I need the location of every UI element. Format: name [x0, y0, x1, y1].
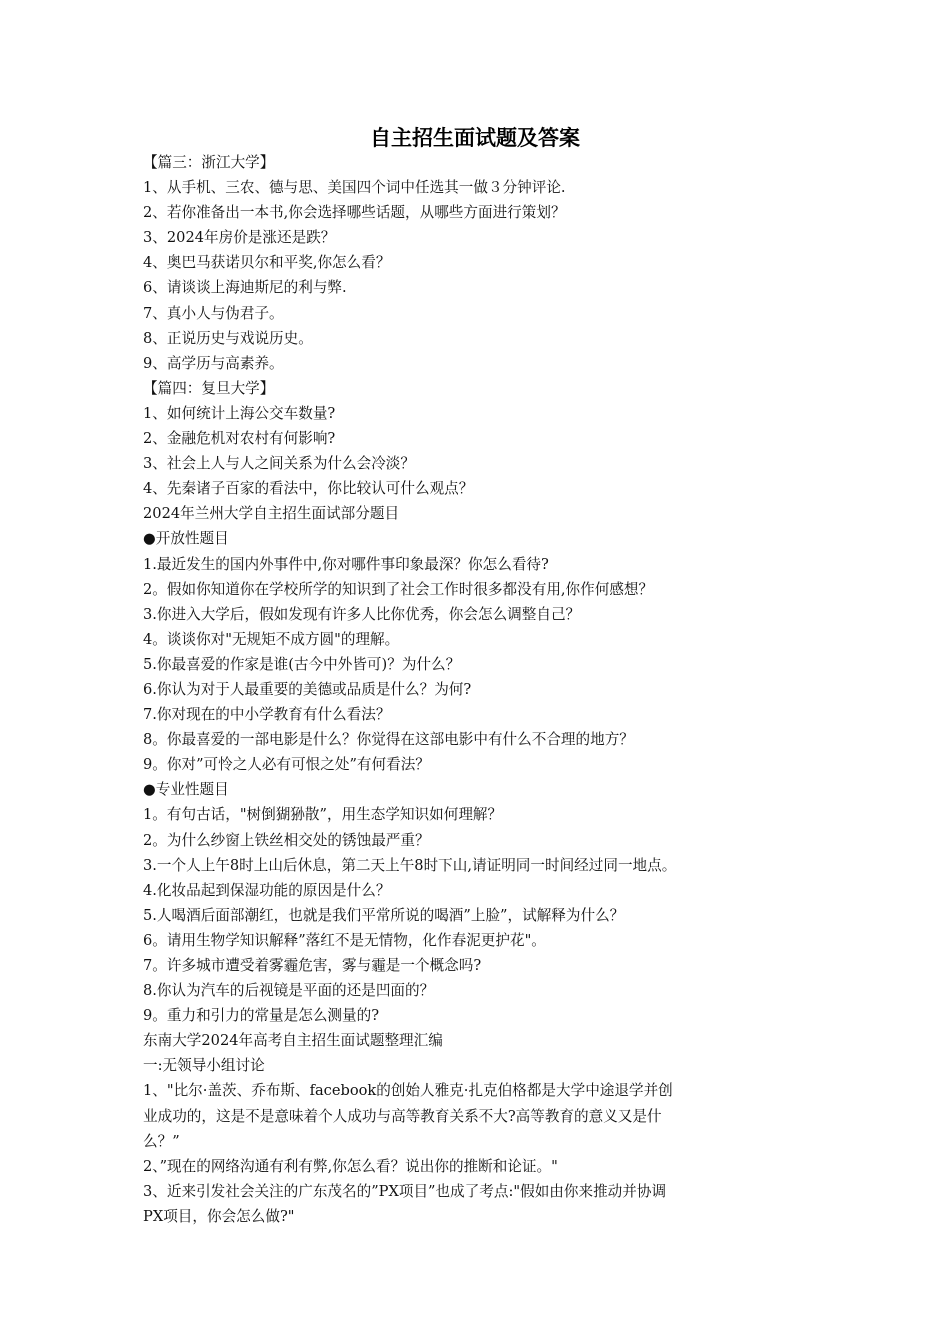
text-line: 4、奥巴马获诺贝尔和平奖,你怎么看？ — [143, 254, 391, 272]
text-line: 1.最近发生的国内外事件中,你对哪件事印象最深？你怎么看待? — [143, 555, 549, 573]
text-line: 1、如何统计上海公交车数量? — [143, 404, 336, 422]
text-line: 2。为什么纱窗上铁丝相交处的锈蚀最严重？ — [143, 831, 430, 849]
text-line: 6。请用生物学知识解释”落红不是无情物，化作春泥更护花"。 — [143, 931, 546, 949]
text-line: PX项目，你会怎么做?" — [143, 1207, 295, 1225]
document-body — [143, 150, 808, 1229]
text-line: 8、正说历史与戏说历史。 — [143, 329, 313, 347]
text-line: 7、真小人与伪君子。 — [143, 304, 284, 322]
text-line: 5.你最喜爱的作家是谁(古今中外皆可)？为什么？ — [143, 655, 461, 673]
text-line: 3.一个人上午8时上山后休息，第二天上午8时下山,请证明同一时间经过同一地点。 — [143, 856, 677, 874]
text-line: 3、社会上人与人之间关系为什么会冷淡？ — [143, 455, 415, 473]
text-line: ●开放性题目 — [143, 530, 229, 548]
text-line: 9。重力和引力的常量是怎么测量的? — [143, 1007, 380, 1025]
text-line: 6、请谈谈上海迪斯尼的利与弊. — [143, 279, 347, 297]
text-line: 4.化妆品起到保湿功能的原因是什么？ — [143, 881, 391, 899]
text-line: 1、"比尔·盖茨、乔布斯、facebook的创始人雅克·扎克伯格都是大学中途退学并创 — [143, 1082, 673, 1100]
document-title: 自主招生面试题及答案 — [370, 125, 580, 150]
text-line: 8。你最喜爱的一部电影是什么？你觉得在这部电影中有什么不合理的地方？ — [143, 731, 634, 749]
text-line: 2、若你准备出一本书,你会选择哪些话题，从哪些方面进行策划？ — [143, 204, 566, 222]
text-line: 4。谈谈你对"无规矩不成方圆"的理解。 — [143, 630, 400, 648]
text-line: 7。许多城市遭受着雾霾危害，雾与霾是一个概念吗? — [143, 957, 482, 974]
text-line: ●专业性题目 — [143, 781, 229, 799]
text-line: 么？” — [143, 1132, 180, 1150]
text-line: 4、先秦诸子百家的看法中，你比较认可什么观点？ — [143, 480, 474, 498]
text-line: 【篇三：浙江大学】 — [143, 154, 275, 171]
text-line: 3、2024年房价是涨还是跌？ — [143, 229, 336, 247]
text-line: 1。有句古话，"树倒猢狲散”，用生态学知识如何理解？ — [143, 806, 503, 824]
text-line: 【篇四：复旦大学】 — [143, 379, 275, 397]
text-line: 9。你对”可怜之人必有可恨之处”有何看法？ — [143, 756, 430, 774]
text-line: 业成功的，这是不是意味着个人成功与高等教育关系不大?高等教育的意义又是什 — [143, 1107, 662, 1125]
text-line: 1、从手机、三农、德与思、美国四个词中任选其一做３分钟评论. — [143, 179, 566, 197]
text-line: 9、高学历与高素养。 — [143, 354, 284, 372]
text-line: 6.你认为对于人最重要的美德或品质是什么？为何? — [143, 680, 472, 698]
text-line: 8.你认为汽车的后视镜是平面的还是凹面的？ — [143, 982, 435, 1000]
text-line: 东南大学2024年高考自主招生面试题整理汇编 — [143, 1032, 443, 1050]
text-line: 2。假如你知道你在学校所学的知识到了社会工作时很多都没有用,你作何感想？ — [143, 580, 654, 598]
text-line: 2、”现在的网络沟通有利有弊,你怎么看？说出你的推断和论证。" — [143, 1157, 558, 1175]
text-line: 5.人喝酒后面部潮红，也就是我们平常所说的喝酒”上脸”，试解释为什么？ — [143, 906, 625, 924]
text-line: 3.你进入大学后，假如发现有许多人比你优秀，你会怎么调整自己？ — [143, 605, 581, 623]
text-line: 3、近来引发社会关注的广东茂名的”PX项目”也成了考点:"假如由你来推动并协调 — [143, 1182, 667, 1200]
text-line: 2、金融危机对农村有何影响? — [143, 430, 336, 448]
text-line: 2024年兰州大学自主招生面试部分题目 — [143, 505, 400, 523]
text-line: 7.你对现在的中小学教育有什么看法？ — [143, 706, 391, 724]
text-line: 一:无领导小组讨论 — [143, 1057, 265, 1075]
